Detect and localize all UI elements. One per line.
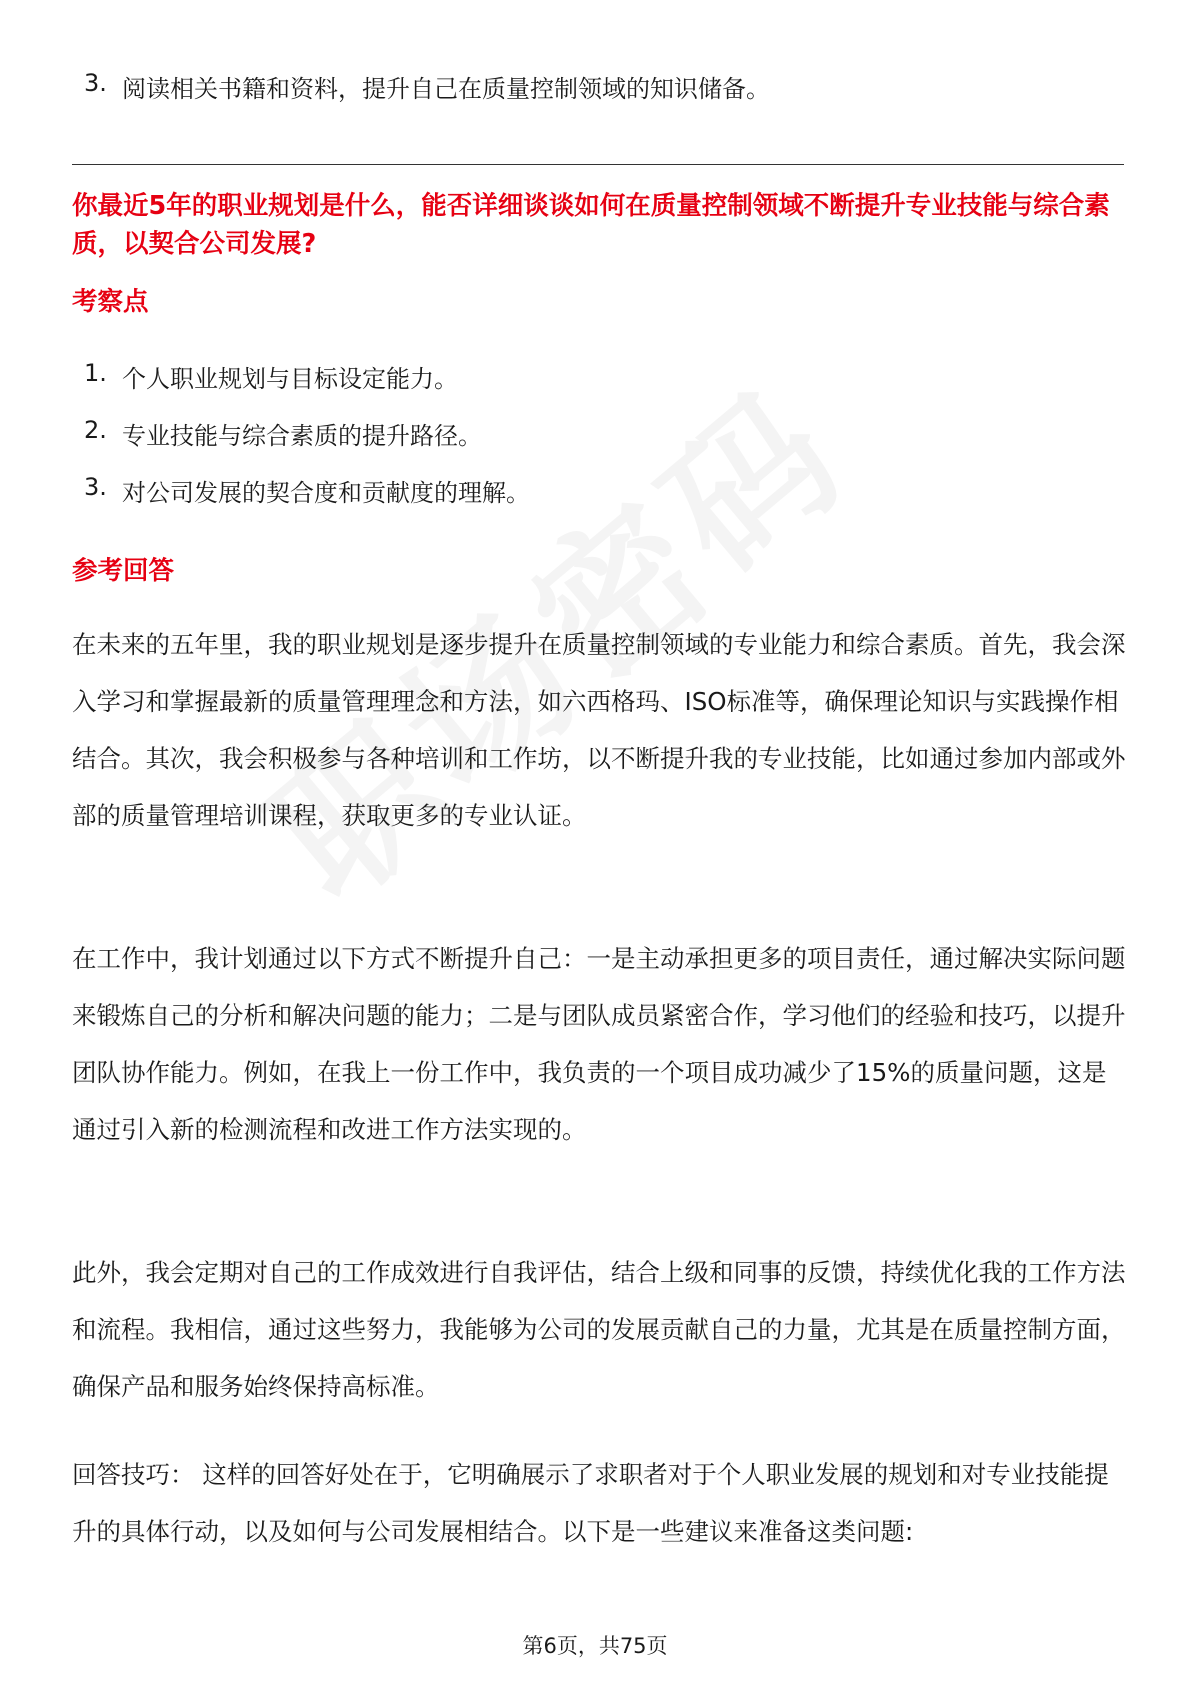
list-item-number: 1. — [84, 359, 107, 387]
list-item — [84, 69, 770, 126]
list-item — [84, 416, 530, 473]
list-item-text: 阅读相关书籍和资料，提升自己在质量控制领域的知识储备。 — [122, 75, 770, 103]
list-item — [84, 359, 530, 416]
section-divider — [72, 164, 1124, 165]
continued-list — [84, 69, 770, 126]
interview-question: 你最近5年的职业规划是什么，能否详细谈谈如何在质量控制领域不断提升专业技能与综合素质，以契合公司发展? — [72, 191, 1110, 259]
answer-paragraph: 此外，我会定期对自己的工作成效进行自我评估，结合上级和同事的反馈，持续优化我的工作方法和流程。我相信，通过这些努力，我能够为公司的发展贡献自己的力量，尤其是在质量控制方面，确保产品和服务始终保持高标准。 — [72, 1258, 1126, 1401]
list-item — [84, 473, 530, 530]
focus-points-list — [84, 359, 530, 530]
answer-heading: 参考回答 — [72, 556, 175, 586]
list-item-text: 对公司发展的契合度和贡献度的理解。 — [122, 479, 530, 507]
list-item-number: 2. — [84, 416, 107, 444]
answer-tips-paragraph: 回答技巧： 这样的回答好处在于，它明确展示了求职者对于个人职业发展的规划和对专业技能提升的具体行动，以及如何与公司发展相结合。以下是一些建议来准备这类问题: — [72, 1460, 1109, 1546]
list-item-text: 个人职业规划与目标设定能力。 — [122, 365, 458, 393]
answer-paragraph: 在未来的五年里，我的职业规划是逐步提升在质量控制领域的专业能力和综合素质。首先，我会深入学习和掌握最新的质量管理理念和方法，如六西格玛、ISO标准等，确保理论知识与实践操作相结合。其次，我会积极参与各种培训和工作坊，以不断提升我的专业技能，比如通过参加内部或外部的质量管理培训课程，获取更多的专业认证。 — [72, 630, 1126, 830]
focus-heading: 考察点 — [72, 287, 149, 317]
list-item-text: 专业技能与综合素质的提升路径。 — [122, 422, 482, 450]
page-footer: 第6页，共75页 — [522, 1634, 668, 1658]
list-item-number: 3. — [84, 69, 107, 97]
answer-paragraph: 在工作中，我计划通过以下方式不断提升自己：一是主动承担更多的项目责任，通过解决实际问题来锻炼自己的分析和解决问题的能力；二是与团队成员紧密合作，学习他们的经验和技巧，以提升团队协作能力。例如，在我上一份工作中，我负责的一个项目成功减少了15%的质量问题，这是通过引入新的检测流程和改进工作方法实现的。 — [72, 944, 1126, 1144]
list-item-number: 3. — [84, 473, 107, 501]
